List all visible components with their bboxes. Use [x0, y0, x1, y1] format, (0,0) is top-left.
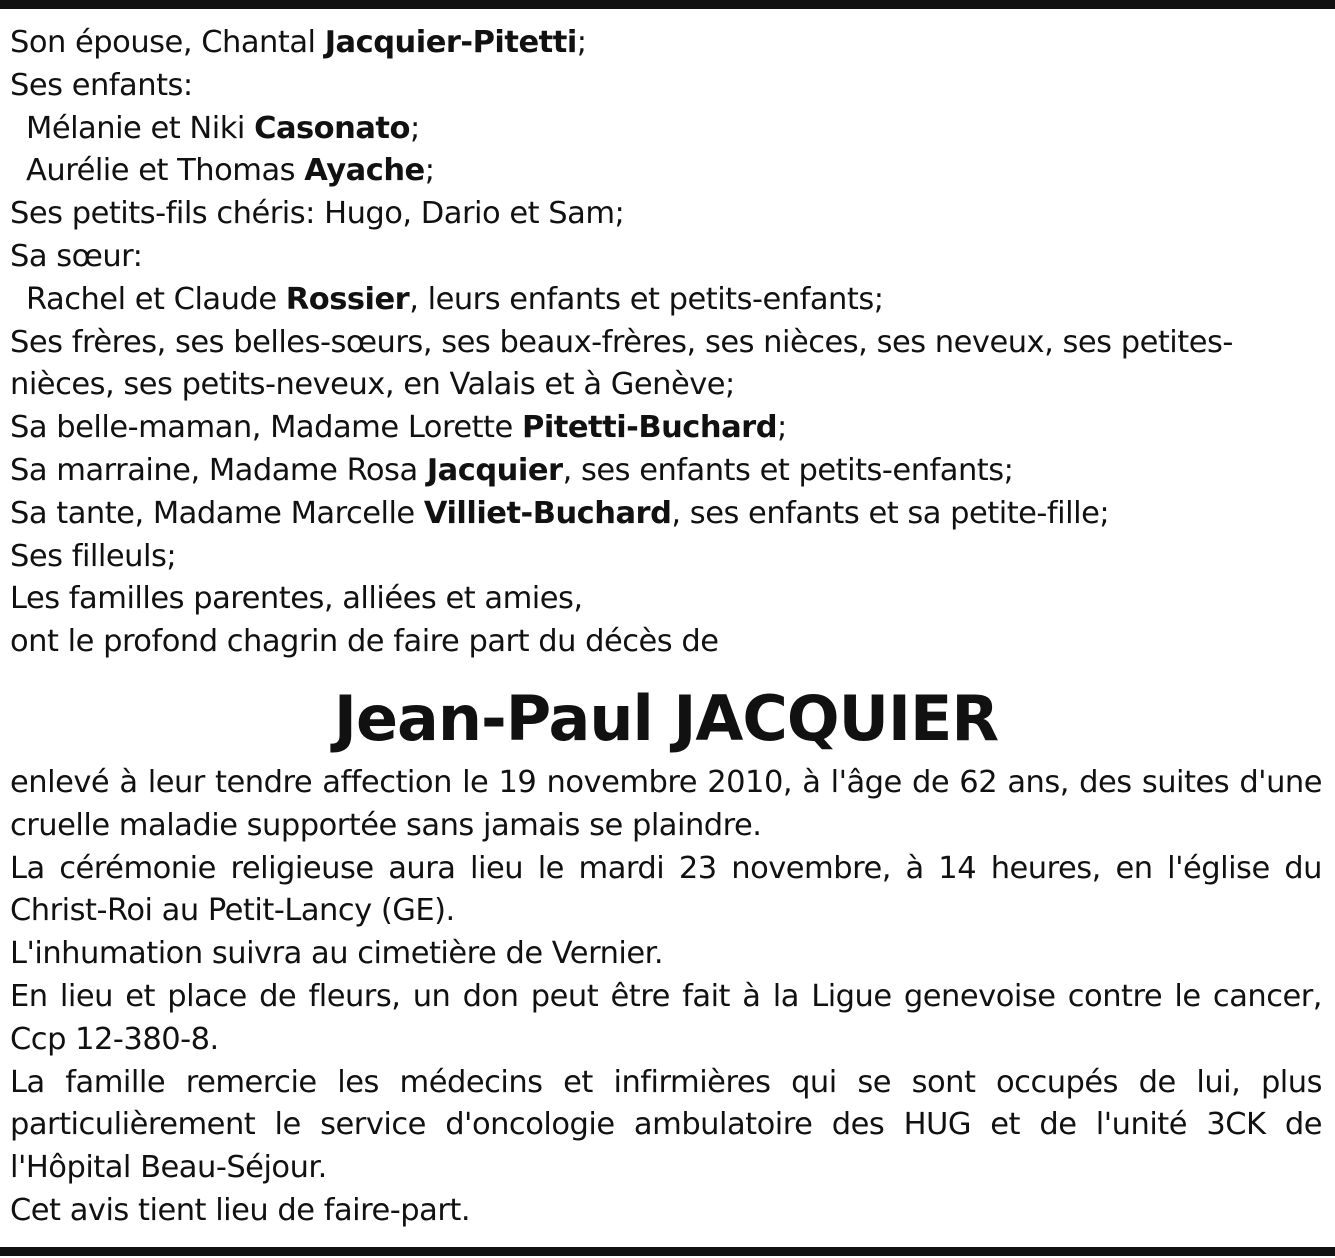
family-text: , ses enfants et sa petite-fille; — [671, 495, 1110, 531]
family-line-child-2 — [10, 150, 1322, 193]
family-text: Sa tante, Madame Marcelle — [10, 495, 424, 531]
family-line-spouse — [10, 22, 1322, 65]
family-text: ont le profond chagrin de faire part du décès de — [10, 624, 719, 660]
family-text: Les familles parentes, alliées et amies, — [10, 581, 583, 617]
family-line-siblings-1 — [10, 322, 1322, 365]
family-line-sister-head — [10, 236, 1322, 279]
family-line-announce — [10, 621, 1322, 664]
family-list — [10, 22, 1322, 664]
family-text: Sa sœur: — [10, 238, 143, 274]
family-line-godchildren — [10, 536, 1322, 579]
family-text: ; — [777, 410, 787, 446]
family-text: , ses enfants et petits-enfants; — [562, 452, 1014, 488]
family-line-grandsons — [10, 193, 1322, 236]
family-text: Sa belle-maman, Madame Lorette — [10, 410, 522, 446]
family-text: nièces, ses petits-neveux, en Valais et à Genève; — [10, 367, 735, 403]
family-text: Mélanie et Niki — [26, 110, 255, 146]
family-surname: Jacquier — [426, 452, 563, 488]
family-surname: Jacquier-Pitetti — [324, 25, 577, 60]
paragraph-thanks: La famille remercie les médecins et infirmières qui se sont occupés de lui, plus particulièrement le service d'oncologie ambulatoire des HUG et de l'unité 3CK de l'Hôpital Beau-Séjour. — [10, 1064, 1322, 1186]
family-text: Rachel et Claude — [26, 281, 286, 317]
family-text: Ses frères, ses belles-sœurs, ses beaux-frères, ses nièces, ses neveux, ses petites- — [10, 324, 1233, 360]
family-text: ; — [409, 110, 420, 146]
family-line-sister — [10, 279, 1322, 322]
family-line-child-1 — [10, 108, 1322, 151]
family-text: ; — [576, 25, 587, 60]
family-surname: Rossier — [285, 281, 410, 317]
family-text: Ses filleuls; — [10, 538, 177, 574]
family-text: Ses petits-fils chéris: Hugo, Dario et Sam; — [10, 196, 625, 232]
family-line-mother-in-law — [10, 407, 1322, 450]
obituary-notice — [10, 22, 1322, 1233]
family-text: , leurs enfants et petits-enfants; — [409, 281, 884, 317]
family-line-godmother — [10, 450, 1322, 493]
family-text: Ses enfants: — [10, 67, 193, 103]
family-surname: Ayache — [304, 153, 425, 189]
top-rule — [0, 0, 1335, 9]
family-text: ; — [424, 153, 435, 189]
family-text: Son épouse, Chantal — [10, 25, 325, 60]
family-text: Sa marraine, Madame Rosa — [10, 452, 427, 488]
family-line-children-head — [10, 65, 1322, 108]
paragraph-donation: En lieu et place de fleurs, un don peut être fait à la Ligue genevoise contre le cancer, Ccp 12-380-8. — [10, 978, 1322, 1057]
family-surname: Villiet-Buchard — [423, 495, 672, 531]
family-line-families — [10, 578, 1322, 621]
paragraph-death: enlevé à leur tendre affection le 19 novembre 2010, à l'âge de 62 ans, des suites d'une cruelle maladie supportée sans jamais se plaindre. — [10, 764, 1322, 843]
paragraph-ceremony: La cérémonie religieuse aura lieu le mardi 23 novembre, à 14 heures, en l'église du Christ-Roi au Petit-Lancy (GE). — [10, 850, 1322, 929]
paragraph-closing: Cet avis tient lieu de faire-part. — [10, 1192, 471, 1228]
family-surname: Casonato — [254, 110, 410, 146]
family-surname: Pitetti-Buchard — [521, 410, 778, 446]
family-text: Aurélie et Thomas — [26, 153, 305, 189]
family-line-siblings-2 — [10, 364, 1322, 407]
family-line-aunt — [10, 493, 1322, 536]
bottom-rule — [0, 1247, 1335, 1256]
deceased-name: Jean-Paul JACQUIER — [333, 681, 999, 755]
notice-body — [10, 762, 1322, 1233]
paragraph-burial: L'inhumation suivra au cimetière de Vernier. — [10, 936, 664, 972]
